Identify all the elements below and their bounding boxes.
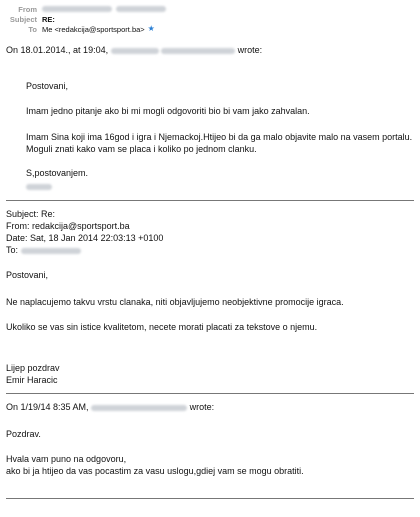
subject-label: Subject bbox=[9, 14, 37, 24]
reply-subject: Subject: Re: bbox=[6, 209, 56, 219]
reply-signature: Emir Haracic bbox=[6, 375, 58, 385]
redacted-name bbox=[111, 48, 159, 54]
to-label: To bbox=[28, 24, 37, 34]
from-row bbox=[8, 4, 412, 14]
quote2-intro-prefix: On 1/19/14 8:35 AM, bbox=[6, 402, 89, 412]
quote1-greeting: Postovani, bbox=[26, 81, 69, 91]
divider bbox=[6, 200, 414, 201]
quote2-greeting: Pozdrav. bbox=[6, 429, 41, 439]
subject-row bbox=[8, 14, 412, 24]
redacted-name bbox=[91, 405, 187, 411]
to-value[interactable] bbox=[42, 25, 155, 34]
redacted-sender-email bbox=[116, 6, 166, 12]
message-body bbox=[6, 40, 414, 515]
divider bbox=[6, 393, 414, 394]
reply-to-label: To: bbox=[6, 245, 19, 255]
quote1-closing: S,postovanjem. bbox=[26, 168, 89, 178]
reply-to bbox=[6, 244, 81, 256]
subject-value: RE: bbox=[42, 14, 55, 24]
quote2-line2: ako bi ja htijeo da vas pocastim za vasu uslogu,gdiej vam se mogu obratiti. bbox=[6, 466, 304, 476]
quote1-para2-line2: Moguli znati kako vam se placa i koliko po jednom clanku. bbox=[26, 144, 257, 154]
redacted-signature-blur bbox=[26, 184, 52, 190]
to-recipient[interactable]: Me <redakcija@sportsport.ba> bbox=[42, 24, 145, 34]
quote1-intro-prefix: On 18.01.2014., at 19:04, bbox=[6, 45, 109, 55]
reply-para1: Ne naplacujemo takvu vrstu clanaka, niti objavljujemo neobjektivne promocije igraca. bbox=[6, 297, 344, 307]
to-row bbox=[8, 24, 412, 34]
redacted-recipient bbox=[21, 248, 81, 254]
redacted-signature bbox=[26, 180, 52, 192]
email-header bbox=[0, 0, 420, 38]
reply-para2: Ukoliko se vas sin istice kvalitetom, necete morati placati za tekstove o njemu. bbox=[6, 322, 318, 332]
quote2-line1: Hvala vam puno na odgovoru, bbox=[6, 454, 127, 464]
reply-from: From: redakcija@sportsport.ba bbox=[6, 221, 130, 231]
divider bbox=[6, 498, 414, 499]
reply-date: Date: Sat, 18 Jan 2014 22:03:13 +0100 bbox=[6, 233, 164, 243]
quote1-para2-line1: Imam Sina koji ima 16god i igra i Njemackoj.Htijeo bi da ga malo objavite malo na vasem portalu. bbox=[26, 132, 413, 142]
star-icon[interactable]: ★ bbox=[147, 24, 155, 33]
quote2-intro bbox=[6, 401, 214, 413]
reply-signoff: Lijep pozdrav bbox=[6, 363, 60, 373]
redacted-sender bbox=[42, 6, 112, 12]
quote1-para1: Imam jedno pitanje ako bi mi mogli odgovoriti bio bi vam jako zahvalan. bbox=[26, 106, 310, 116]
quote1-intro bbox=[6, 44, 262, 56]
redacted-email bbox=[161, 48, 235, 54]
quote1-intro-suffix: wrote: bbox=[237, 45, 263, 55]
reply-greeting: Postovani, bbox=[6, 270, 49, 280]
quote2-intro-suffix: wrote: bbox=[189, 402, 215, 412]
from-label: From bbox=[18, 4, 37, 14]
